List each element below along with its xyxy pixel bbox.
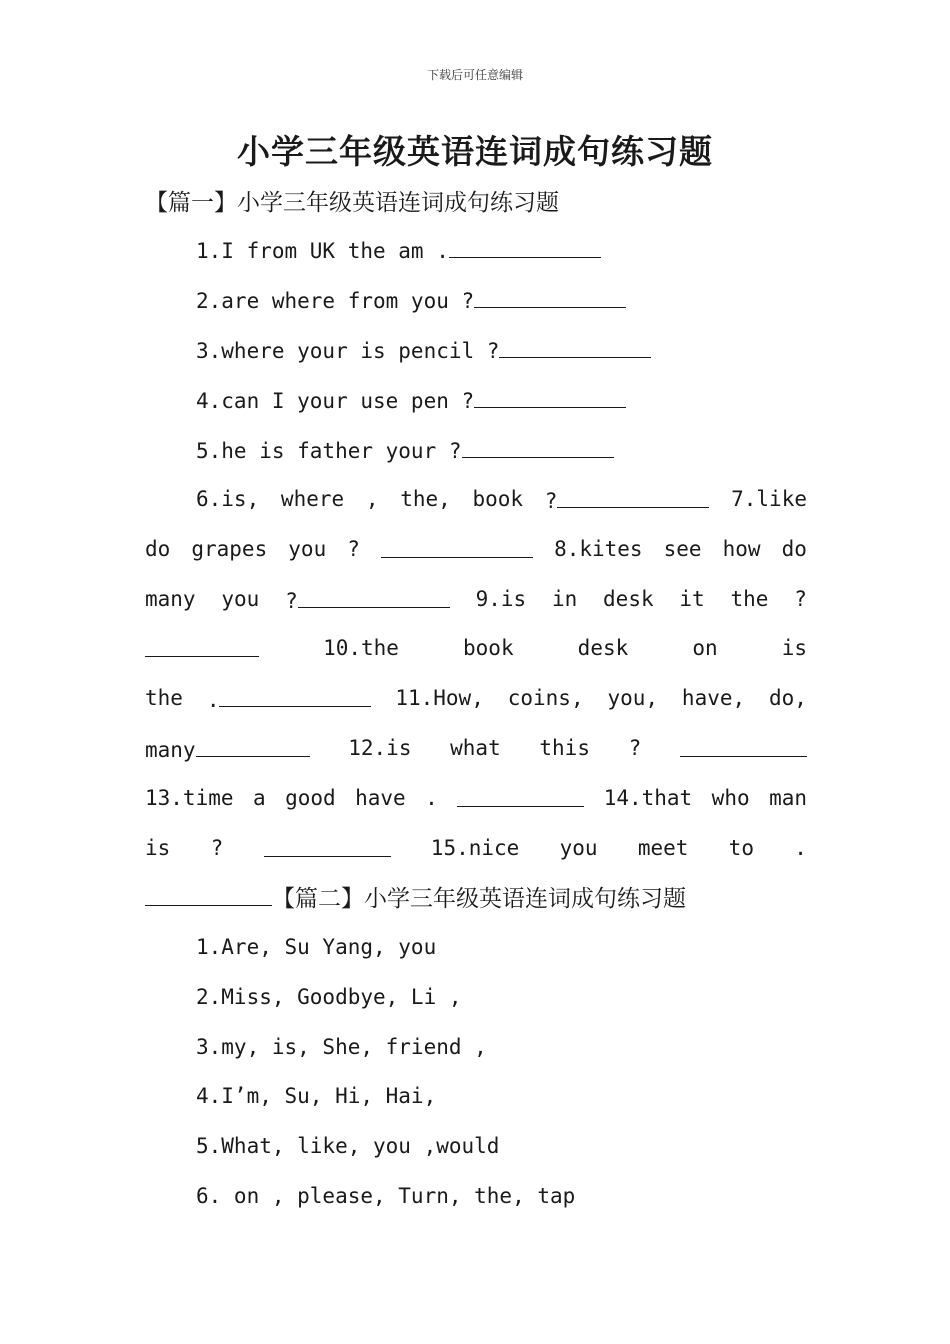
list-item: 1.Are, Su Yang, you: [196, 935, 437, 959]
list-item: 2.Miss, Goodbye, Li ,: [196, 985, 462, 1009]
answer-blank: [145, 885, 272, 906]
answer-blank: [474, 287, 626, 308]
paragraph-line: is ? 15.nice you meet to .: [145, 836, 807, 860]
answer-blank: [196, 736, 310, 757]
list-item: 5.he is father your ?: [196, 437, 614, 463]
list-item: 5.What, like, you ,would: [196, 1134, 500, 1158]
answer-blank: [219, 686, 371, 707]
header-note: 下载后可任意编辑: [426, 68, 523, 82]
answer-blank: [145, 636, 259, 657]
paragraph-line: many you ? 9.is in desk it the ?: [145, 587, 807, 613]
section1-heading: 【篇一】小学三年级英语连词成句练习题: [145, 190, 559, 216]
page-title: 小学三年级英语连词成句练习题: [237, 132, 713, 171]
answer-blank: [462, 437, 614, 458]
paragraph-line: do grapes you ? 8.kites see how do: [145, 537, 807, 561]
list-item: 2.are where from you ?: [196, 287, 626, 313]
answer-blank: [381, 537, 533, 558]
paragraph-line: 13.time a good have . 14.that who man: [145, 786, 807, 810]
answer-blank: [457, 786, 584, 807]
answer-blank: [474, 387, 626, 408]
list-item: 4.I’m, Su, Hi, Hai,: [196, 1084, 437, 1108]
answer-blank: [680, 736, 807, 757]
paragraph-line: the . 11.How, coins, you, have, do,: [145, 686, 807, 712]
answer-blank: [449, 237, 601, 258]
paragraph-line: [145, 880, 686, 913]
answer-blank: [298, 587, 450, 608]
list-item: 3.my, is, She, friend ,: [196, 1035, 487, 1059]
answer-blank: [557, 487, 709, 508]
list-item: 1.I from UK the am .: [196, 237, 601, 263]
paragraph-line: 6.is, where , the, book ? 7.like: [196, 487, 807, 513]
answer-blank: [499, 337, 651, 358]
answer-blank: [264, 836, 391, 857]
section2-heading: 【篇二】小学三年级英语连词成句练习题: [272, 886, 686, 912]
paragraph-line: 10.the book desk on is: [145, 636, 807, 660]
paragraph-line: many 12.is what this ?: [145, 736, 807, 762]
list-item: 6. on , please, Turn, the, tap: [196, 1184, 576, 1208]
list-item: 4.can I your use pen ?: [196, 387, 626, 413]
list-item: 3.where your is pencil ?: [196, 337, 651, 363]
